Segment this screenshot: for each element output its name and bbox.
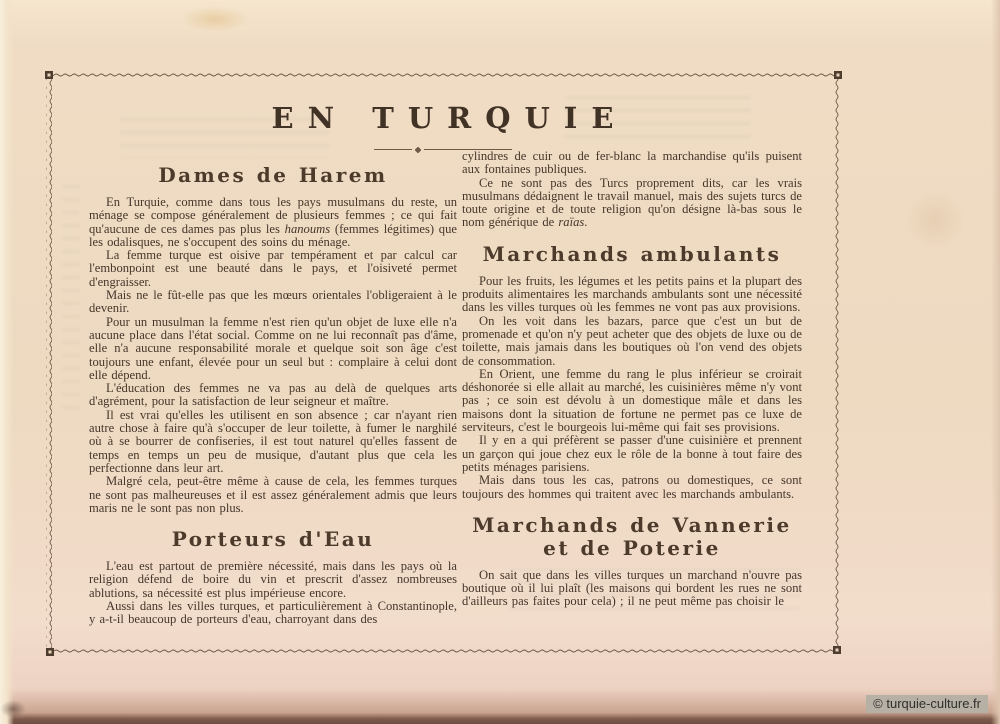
paragraph: En Turquie, comme dans tous les pays musulmans du reste, un ménage se compose généralement de plusieurs femmes ; ce qui fait qu'aucune de ces dames pas plus les hanoums (femmes légitimes) que les odalisques, ne s'occupent des soins du ménage.	[89, 195, 457, 249]
article-section	[89, 164, 457, 515]
article-section	[462, 243, 802, 501]
article-section	[462, 150, 802, 230]
right-column	[462, 150, 802, 609]
paper-stain	[0, 700, 26, 718]
italic-term: raïas	[558, 215, 585, 230]
paragraph: Mais dans tous les cas, patrons ou domestiques, ce sont toujours des hommes qui traitent avec les marchands ambulants.	[462, 473, 802, 501]
paragraph: L'eau est partout de première nécessité, mais dans les pays où la religion défend de boire du vin et prescrit d'assez nombreuses ablutions, sa nécessité est plus impérieuse encore.	[89, 559, 457, 600]
article-section	[89, 528, 457, 626]
paragraph: L'éducation des femmes ne va pas au delà de quelques arts d'agrément, pour la satisfaction de leur seigneur et maître.	[89, 381, 457, 409]
paragraph: On sait que dans les villes turques un marchand n'ouvre pas boutique où il lui plaît (les maisons qui bordent les rues ne sont d'ailleurs pas faites pour cela) ; il ne peut même pas choisir le	[462, 567, 802, 609]
paragraph: Aussi dans les villes turques, et particulièrement à Constantinople, y a-t-il beaucoup de porteurs d'eau, charroyant dans des	[89, 599, 457, 627]
paragraph: La femme turque est oisive par tempérament et par calcul car l'embonpoint est une beauté dans le pays, et l'oisiveté permet d'engraisser.	[89, 248, 457, 289]
paragraph: Il y en a qui préfèrent se passer d'une cuisinière et prennent un garçon qui joue chez eux le rôle de la bonne à tout faire des petits ménages parisiens.	[462, 433, 802, 474]
paragraph: En Orient, une femme du rang le plus inférieur se croirait déshonorée si elle allait au marché, les cuisinières même n'y vont pas ; ce soin est dévolu à un domestique mâle et dans les maisons dont la situation de fortune ne permet pas ce luxe de serviteurs, c'est le bourgeois lui-même qui fait ses provisions.	[462, 366, 802, 435]
ink-showthrough-decoration	[62, 185, 80, 415]
watermark-badge: © turquie-culture.fr	[866, 695, 988, 713]
page-title: EN TURQUIE	[271, 101, 628, 135]
paragraph: Malgré cela, peut-être même à cause de cela, les femmes turques ne sont pas malheureuses et il est assez généralement admis que leurs maris ne le sont pas non plus.	[89, 474, 457, 515]
article-section	[462, 514, 802, 609]
paragraph: Pour un musulman la femme n'est rien qu'un objet de luxe elle n'a aucune place dans l'état social. Comme on ne lui reconnaît pas d'âme, elle n'a aucune responsabilité morale et quelque soit son âge c'est toujours une enfant, élevée pour un seul but : complaire à celui dont elle dépend.	[89, 314, 457, 382]
divider-ornament-icon	[414, 146, 421, 153]
paragraph: Ce ne sont pas des Turcs proprement dits, car les vrais musulmans dédaignent le travail manuel, mais des sujets turcs de toute origine et de toute religion qu'on désigne là-bas sous le nom générique de raïas.	[462, 175, 802, 230]
divider-line	[374, 149, 412, 150]
section-heading: Dames de Harem	[158, 163, 388, 187]
left-column	[89, 164, 457, 627]
paragraph: On les voit dans les bazars, parce que c'est un but de promenade et qu'on n'y peut acheter que des objets de luxe ou de toilette, mais jamais dans les boutiques où l'on vend des objets de consommation.	[462, 313, 802, 368]
paragraph: Il est vrai qu'elles les utilisent en son absence ; car n'ayant rien autre chose à faire qu'à s'occuper de leur toilette, à fumer le narghilé où à se bourrer de confiseries, il est tout naturel qu'elles fassent de temps en temps un peu de musique, d'autant plus que cela les perfectionne dans leur art.	[89, 407, 457, 475]
section-heading: Marchands ambulants	[482, 241, 782, 266]
section-heading: Marchands de Vannerie et de Poterie	[472, 512, 792, 560]
section-heading: Porteurs d'Eau	[171, 527, 375, 552]
paragraph: Mais ne le fût-elle pas que les mœurs orientales l'obligeraient à le devenir.	[89, 288, 457, 316]
italic-term: hanoums	[284, 221, 331, 236]
paper-stain	[180, 6, 250, 32]
paragraph: Pour les fruits, les légumes et les petits pains et la plupart des produits alimentaires les marchands ambulants sont une nécessité dans les villes turques où les femmes ne vont pas aux provisions.	[462, 273, 802, 315]
paragraph: cylindres de cuir ou de fer-blanc la marchandise qu'ils puisent aux fontaines publiques.	[462, 149, 802, 177]
paper-stain	[905, 190, 965, 250]
